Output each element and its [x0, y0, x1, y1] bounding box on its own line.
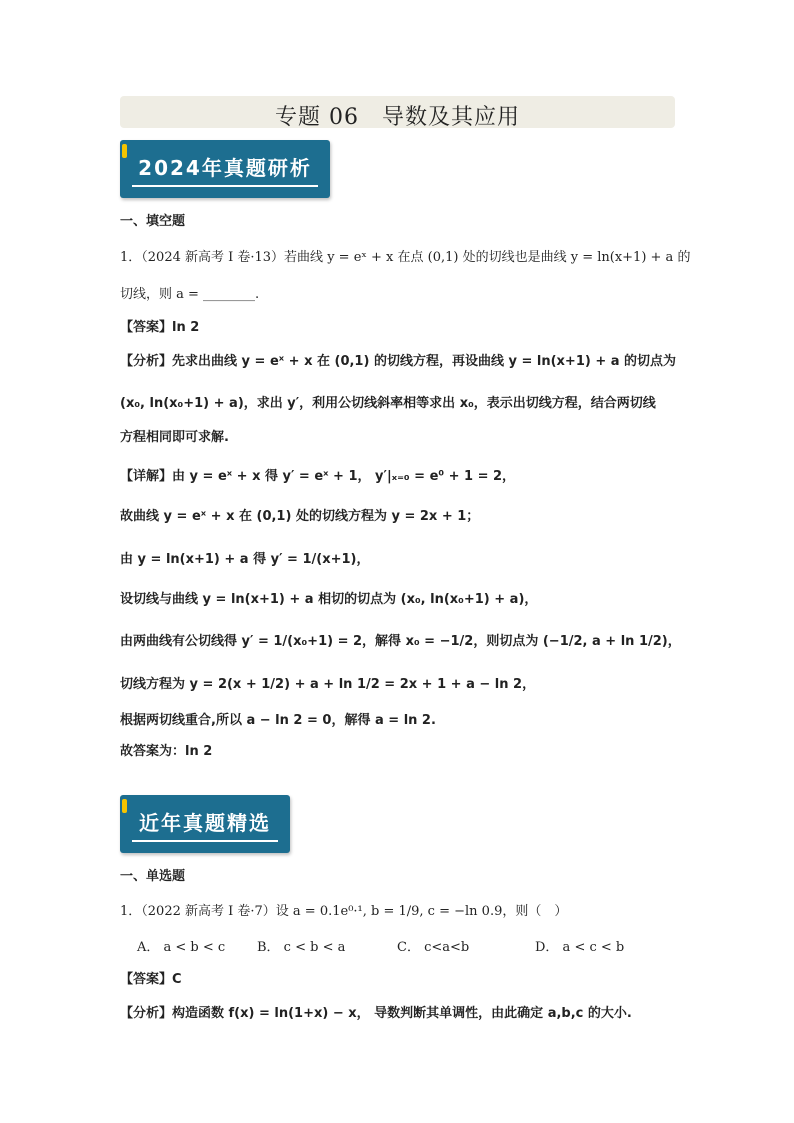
- detail-line: 根据两切线重合,所以 a − ln 2 = 0，解得 a = ln 2.: [120, 713, 436, 728]
- option-d: D． a < c < b: [535, 940, 625, 955]
- section-banner-recent: [120, 795, 290, 853]
- detail-line: 故曲线 y = eˣ + x 在 (0,1) 处的切线方程为 y = 2x + 1；: [120, 509, 480, 524]
- section-heading: 一、填空题: [120, 214, 186, 229]
- analysis-line: 方程相同即可求解.: [120, 430, 229, 445]
- analysis-line: 【分析】构造函数 f(x) = ln(1+x) − x， 导数判断其单调性，由此确定 a,b,c 的大小.: [120, 1006, 632, 1021]
- detail-line: 设切线与曲线 y = ln(x+1) + a 相切的切点为 (x₀, ln(x₀+1) + a)，: [120, 592, 538, 607]
- detail-line: 由 y = ln(x+1) + a 得 y′ = 1/(x+1)，: [120, 552, 370, 567]
- answer-line: 【答案】C: [120, 972, 182, 987]
- question-line: 切线，则 a = ________.: [120, 287, 260, 302]
- option-b: B． c < b < a: [257, 940, 346, 955]
- page-title-bar: [120, 96, 675, 128]
- option-c: C． c<a<b: [397, 940, 470, 955]
- detail-line: 切线方程为 y = 2(x + 1/2) + a + ln 1/2 = 2x + 1 + a − ln 2，: [120, 677, 536, 692]
- section-banner-label: 2024年真题研析: [132, 152, 318, 187]
- analysis-line: (x₀, ln(x₀+1) + a)，求出 y′，利用公切线斜率相等求出 x₀，表示出切线方程，结合两切线: [120, 396, 656, 411]
- option-a: A． a < b < c: [137, 940, 226, 955]
- question-line: 1．（2024 新高考 I 卷·13）若曲线 y = eˣ + x 在点 (0,1) 处的切线也是曲线 y = ln(x+1) + a 的: [120, 250, 691, 265]
- detail-line: 故答案为：ln 2: [120, 744, 213, 759]
- detail-line: 【详解】由 y = eˣ + x 得 y′ = eˣ + 1， y′|ₓ₌₀ = e⁰ + 1 = 2，: [120, 469, 516, 484]
- analysis-line: 【分析】先求出曲线 y = eˣ + x 在 (0,1) 的切线方程，再设曲线 y = ln(x+1) + a 的切点为: [120, 354, 677, 369]
- question-line: 1．（2022 新高考 I 卷·7）设 a = 0.1e⁰·¹, b = 1/9, c = −ln 0.9，则（ ）: [120, 904, 568, 919]
- section-banner-2024: [120, 140, 330, 198]
- answer-line: 【答案】ln 2: [120, 320, 200, 335]
- page-title: 专题 06 导数及其应用: [275, 105, 520, 130]
- detail-line: 由两曲线有公切线得 y′ = 1/(x₀+1) = 2，解得 x₀ = −1/2，则切点为 (−1/2, a + ln 1/2)，: [120, 634, 681, 649]
- banner-tab-decoration: [122, 144, 127, 158]
- banner-tab-decoration: [122, 799, 127, 813]
- section-heading: 一、单选题: [120, 869, 186, 884]
- section-banner-label: 近年真题精选: [132, 807, 278, 842]
